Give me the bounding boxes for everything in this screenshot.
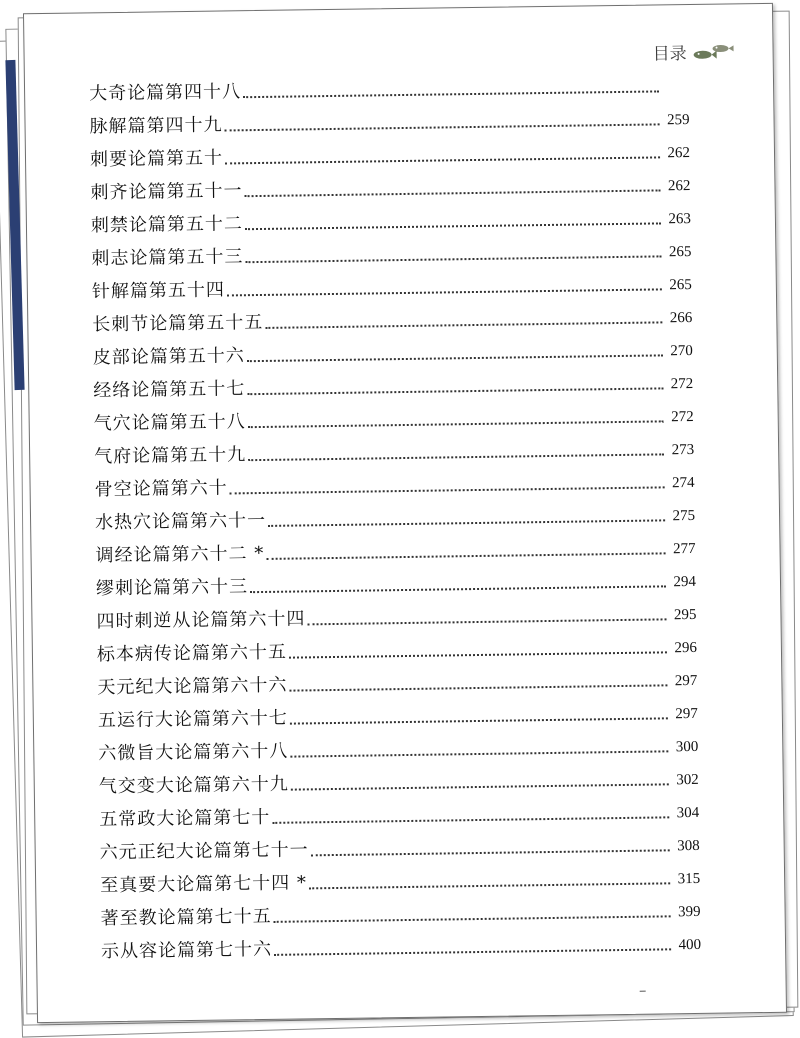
toc-entry-title: 针解篇第五十四 [91,279,226,303]
toc-page-number: 265 [668,243,692,261]
toc-entry [101,921,701,962]
toc-page-number: 296 [674,639,698,657]
toc-entry-title: 经络论篇第五十七 [93,378,246,402]
toc-page-number: 262 [667,144,691,162]
page-header [652,38,736,64]
toc-page-number: 308 [677,837,700,855]
toc-entry-title: 气府论篇第五十九 [94,444,247,468]
toc-entry-title: 至真要大论篇第七十四 * [100,872,308,897]
toc-entry-title: 六微旨大论篇第六十八 [98,740,289,765]
toc-page-number: 272 [670,375,694,393]
toc-page-number: 295 [673,606,697,624]
toc-entry-title: 缪刺论篇第六十三 [95,576,249,600]
toc-entry-title: 刺志论篇第五十三 [91,246,244,270]
toc-entry-title: 标本病传论篇第六十五 [96,641,288,666]
toc-entry-title: 长刺节论篇第五十五 [92,311,264,336]
toc-entry-title: 水热穴论篇第六十一 [94,509,267,534]
toc-entry-title: 示从容论篇第七十六 [100,938,273,963]
toc-entry-title: 刺禁论篇第五十二 [90,213,244,237]
toc-entry-title: 五运行大论篇第六十七 [97,707,288,732]
toc-page-number: 266 [669,309,693,327]
toc-page-number: 294 [673,573,697,591]
toc-dot-leader [274,947,671,956]
toc-page-number: 277 [672,540,696,558]
toc-entry-title: 气穴论篇第五十八 [93,411,246,435]
toc-entry-title: 调经论篇第六十二 * [95,542,265,567]
header-title: 目录 [652,44,687,65]
toc-entry-title: 六元正纪大论篇第七十一 [99,839,309,864]
toc-page-number: 315 [677,870,701,888]
toc-page-number: 300 [675,738,699,756]
toc-entry-title: 气交变大论篇第六十九 [98,773,289,798]
toc-entry-title: 刺要论篇第五十 [89,147,224,171]
toc-entry-title: 五常政大论篇第七十 [99,806,271,831]
toc-page-number: 262 [667,177,691,195]
toc-entry-title: 天元纪大论篇第六十六 [97,674,288,699]
toc-page-number: 304 [676,804,700,822]
toc-entry-title: 骨空论篇第六十 [94,477,228,501]
toc-page-number: 259 [666,111,690,129]
toc-entry-title: 四时刺逆从论篇第六十四 [96,608,306,633]
toc-page-number: 399 [677,903,701,921]
toc-page-number: 265 [669,276,692,294]
toc-page-number: 263 [668,210,692,228]
toc-page-number: 273 [671,441,695,459]
toc-entry-title: 刺齐论篇第五十一 [90,180,243,204]
toc-page-number: 297 [674,672,698,690]
toc-page-number: 400 [678,936,702,954]
toc-page-number: 274 [671,474,695,492]
toc-entry-title: 著至教论篇第七十五 [100,905,272,930]
toc-page [23,3,787,1023]
page-corner-mark [640,991,646,992]
toc-page-number: 270 [670,342,693,360]
toc-page-number: 272 [671,408,694,426]
toc-entry-title: 皮部论篇第五十六 [92,345,245,369]
toc-page-number: 297 [675,705,698,723]
toc-page-number: 275 [672,507,696,525]
toc-entry-title: 脉解篇第四十九 [89,114,223,138]
table-of-contents [89,63,701,962]
fish-ornament-icon [690,40,736,63]
toc-entry-title: 大奇论篇第四十八 [88,81,242,105]
toc-page-number: 302 [676,771,699,789]
